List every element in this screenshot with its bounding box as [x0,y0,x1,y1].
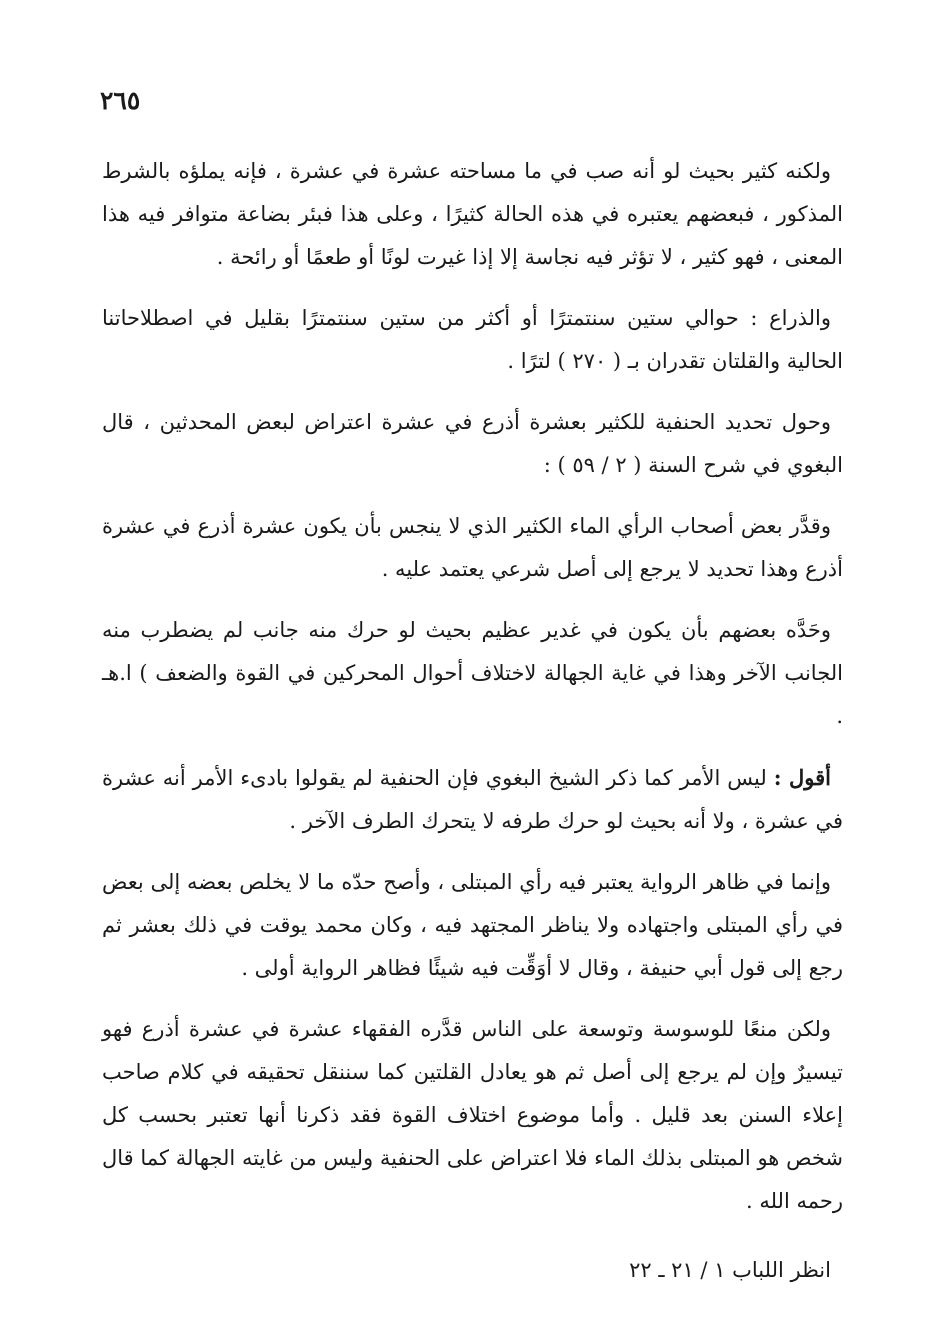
reference-note: انظر اللباب ١ / ٢١ ـ ٢٢ [629,1258,831,1282]
paragraph-6 [102,756,843,843]
page-number: ٢٦٥ [100,86,141,115]
paragraph-8: ولكن منعًا للوسوسة وتوسعة على الناس قدَّره الفقهاء عشرة في عشرة أذرع فهو تيسيرٌ وإن لم يرجع إلى أصل ثم هو يعادل القلتين كما سننقل تحقيقه في كلام صاحب إعلاء السنن بعد قليل . وأما موضوع اختلاف القوة فقد ذكرنا أنها تعتبر بحسب كل شخص هو المبتلى بذلك الماء فلا اعتراض على الحنفية وليس من غايته الجهالة كما قال رحمه الله . [102,1017,843,1213]
paragraph-7: وإنما في ظاهر الرواية يعتبر فيه رأي المبتلى ، وأصح حدّه ما لا يخلص بعضه إلى بعض في رأي المبتلى واجتهاده ولا يناظر المجتهد فيه ، وكان محمد يوقت في ذلك بعشر ثم رجع إلى قول أبي حنيفة ، وقال لا أوَقِّت فيه شيئًا فظاهر الرواية أولى . [102,870,843,980]
paragraph-6-text: ليس الأمر كما ذكر الشيخ البغوي فإن الحنفية لم يقولوا بادىء الأمر أنه عشرة في عشرة ، ولا أنه بحيث لو حرك طرفه لا يتحرك الطرف الآخر . [102,766,843,833]
paragraph-5: وحَدَّه بعضهم بأن يكون في غدير عظيم بحيث لو حرك منه جانب لم يضطرب منه الجانب الآخر وهذا في غاية الجهالة لاختلاف أحوال المحركين في القوة والضعف ) ا.هـ . [102,618,843,728]
paragraph-4: وقدَّر بعض أصحاب الرأي الماء الكثير الذي لا ينجس بأن يكون عشرة أذرع في عشرة أذرع وهذا تحديد لا يرجع إلى أصل شرعي يعتمد عليه . [102,514,843,581]
page-body [102,150,843,1310]
paragraph-6-lead: أقول : [773,765,832,790]
paragraph-3: وحول تحديد الحنفية للكثير بعشرة أذرع في عشرة اعتراض لبعض المحدثين ، قال البغوي في شرح السنة ( ٢ / ٥٩ ) : [102,410,843,477]
paragraph-2: والذراع : حوالي ستين سنتمترًا أو أكثر من ستين سنتمترًا بقليل في اصطلاحاتنا الحالية والقلتان تقدران بـ ( ٢٧٠ ) لترًا . [102,306,843,373]
paragraph-1: ولكنه كثير بحيث لو أنه صب في ما مساحته عشرة في عشرة ، فإنه يملؤه بالشرط المذكور ، فبعضهم يعتبره في هذه الحالة كثيرًا ، وعلى هذا فبئر بضاعة متوافر فيه هذا المعنى ، فهو كثير ، لا تؤثر فيه نجاسة إلا إذا غيرت لونًا أو طعمًا أو رائحة . [102,159,843,269]
